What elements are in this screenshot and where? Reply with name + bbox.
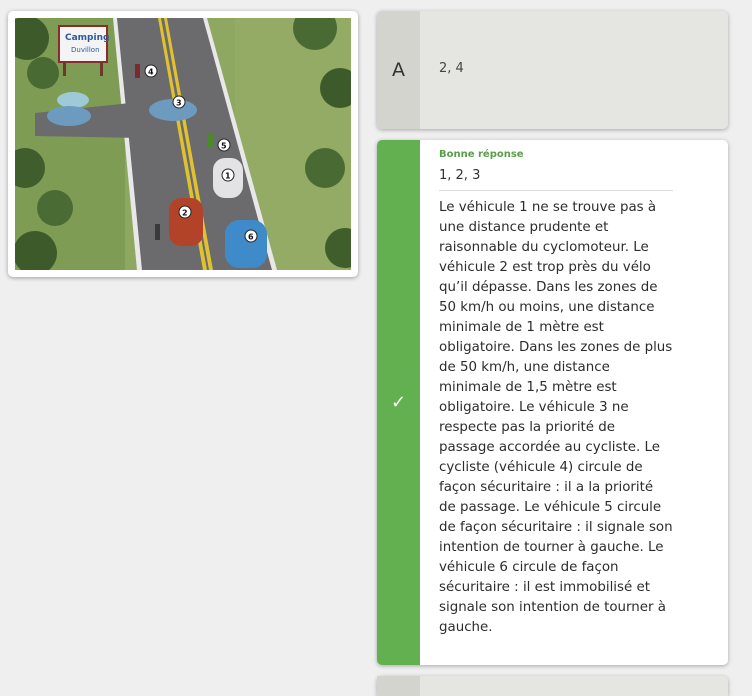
answer-text: 1, 2, 3: [439, 168, 673, 191]
answer-content: [439, 149, 673, 638]
vehicle-label-3: [173, 96, 185, 108]
road-scene-illustration: [15, 18, 351, 270]
vehicle-label-6: [245, 230, 257, 242]
cyclist-4: [135, 64, 140, 78]
parked-car: [57, 92, 89, 108]
moped-5: [207, 134, 213, 148]
answer-explanation: Le véhicule 1 ne se trouve pas à une distance prudente et raisonnable du cyclomoteur. Le véhicule 2 est trop près du vélo qu’il dépasse. Dans les zones de 50 km/h ou moins, une distance minimale de 1 mètre est obligatoire. Dans les zones de plus de 50 km/h, une distance minimale de 1,5 mètre est obligatoire. Le véhicule 3 ne respecte pas la priorité de passage accordée au cycliste. Le cycliste (véhicule 4) circule de façon sécuritaire : il a la priorité de passage. Le véhicule 5 circule de façon sécuritaire : il signale son intention de tourner à gauche. Le véhicule 6 circule de façon sécuritaire : il est immobilisé et signale son intention de tourner à gauche.: [439, 200, 673, 635]
vehicle-label-2: [179, 206, 191, 218]
check-icon: ✓: [390, 392, 407, 413]
svg-text:1: 1: [225, 171, 231, 181]
vehicle-label-4: [145, 65, 157, 77]
svg-text:2: 2: [182, 208, 188, 218]
svg-text:4: 4: [148, 67, 154, 77]
car-6: [225, 220, 267, 268]
next-answer-option[interactable]: [377, 676, 728, 696]
parked-car: [47, 106, 91, 126]
answer-letter-strip: [377, 11, 420, 129]
svg-text:3: 3: [176, 98, 182, 108]
sign-subtitle: Duvillon: [71, 46, 100, 54]
question-image-card: [8, 11, 358, 277]
car-2: [169, 198, 203, 246]
answer-option-a[interactable]: [377, 11, 728, 129]
answer-letter-strip: [377, 676, 420, 696]
vehicle-label-5: [218, 139, 230, 151]
answer-option-correct[interactable]: [377, 140, 728, 665]
answer-letter: A: [392, 59, 405, 81]
bicycle: [155, 224, 160, 240]
answer-text: 2, 4: [439, 61, 464, 76]
sign-title: Camping: [65, 33, 110, 43]
svg-text:5: 5: [221, 141, 227, 151]
svg-text:6: 6: [248, 232, 254, 242]
correct-answer-label: Bonne réponse: [439, 149, 524, 160]
correct-strip: [377, 140, 420, 665]
vehicle-label-1: [222, 169, 234, 181]
